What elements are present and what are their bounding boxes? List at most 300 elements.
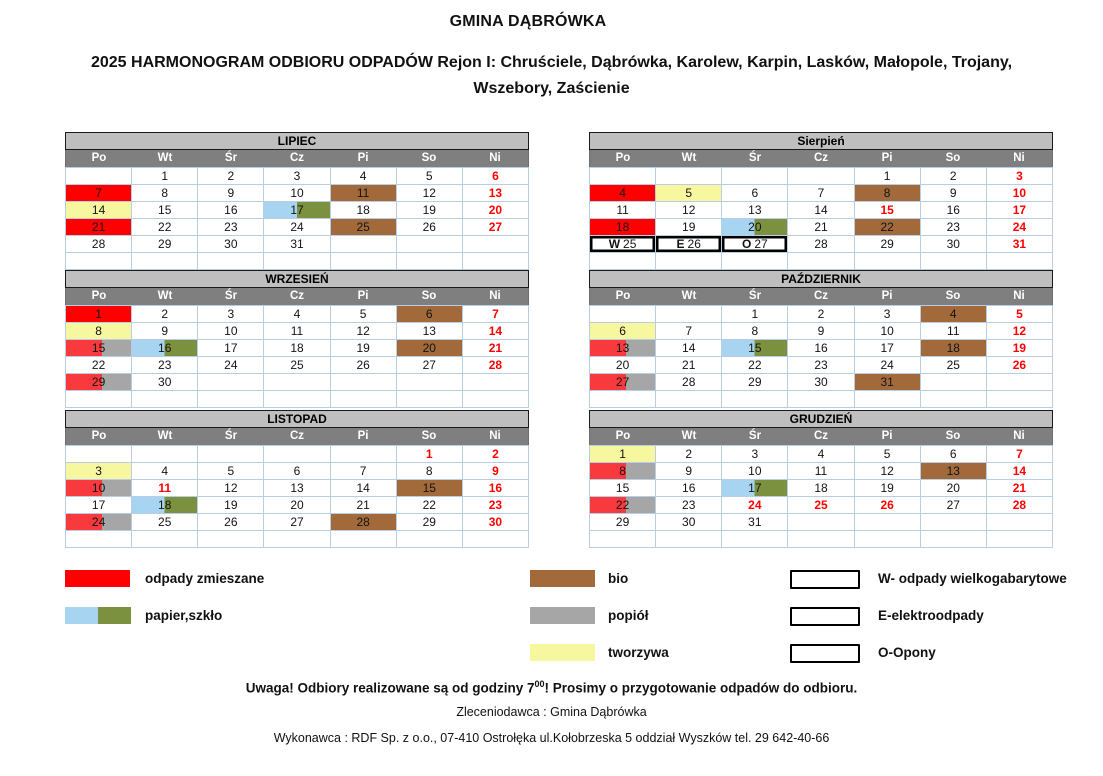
day-cell: 22 <box>66 357 132 374</box>
day-cell: 5 <box>397 168 463 185</box>
weekday-header: Ni <box>489 152 501 164</box>
day-cell: 12 <box>397 185 463 202</box>
calendar-grid <box>65 167 529 270</box>
day-cell: 10 <box>987 185 1053 202</box>
day-cell: 17 <box>987 202 1053 219</box>
weekday-header: Ni <box>489 290 501 302</box>
day-cell: 5 <box>855 446 921 463</box>
day-cell: 4 <box>264 306 330 323</box>
empty-cell <box>788 391 854 408</box>
day-cell: 18 <box>264 340 330 357</box>
page-subtitle: 2025 HARMONOGRAM ODBIORU ODPADÓW Rejon I: Chruściele, Dąbrówka, Karolew, Karpin, Lasków, Małopole, Trojany, Wszebory, Zaścienie <box>90 54 1013 97</box>
day-cell: 3 <box>66 463 132 480</box>
day-cell: 16 <box>656 480 722 497</box>
empty-cell <box>66 253 132 270</box>
weekday-header: Wt <box>157 152 173 164</box>
footer-note-superscript: 00 <box>534 679 545 689</box>
empty-cell <box>656 253 722 270</box>
day-cell: 7 <box>987 446 1053 463</box>
weekday-header: Wt <box>681 290 697 302</box>
day-cell: 17 <box>855 340 921 357</box>
day-cell: 5 <box>198 463 264 480</box>
day-cell <box>66 446 132 463</box>
weekday-header: Wt <box>157 430 173 442</box>
day-cell: 11 <box>331 185 397 202</box>
day-cell: 1 <box>722 306 788 323</box>
day-cell: 2 <box>921 168 987 185</box>
legend-swatch <box>530 644 595 661</box>
day-cell: 21 <box>331 497 397 514</box>
weekday-header: Wt <box>157 290 173 302</box>
day-cell: 24 <box>66 514 132 531</box>
weekday-header: Śr <box>748 290 762 302</box>
day-cell: 26 <box>855 497 921 514</box>
calendar-listopad <box>65 410 529 548</box>
weekday-header: Ni <box>1013 290 1025 302</box>
day-cell <box>788 514 854 531</box>
footer-wykonawca: Wykonawca : RDF Sp. z o.o., 07-410 Ostrołęka ul.Kołobrzeska 5 oddział Wyszków tel. 29 642-40-66 <box>273 731 830 745</box>
weekday-header-row <box>589 288 1053 305</box>
day-cell <box>855 514 921 531</box>
empty-cell <box>987 531 1053 548</box>
day-cell: 26 <box>987 357 1053 374</box>
day-cell: 29 <box>132 236 198 253</box>
day-cell: 8 <box>397 463 463 480</box>
day-cell: 22 <box>132 219 198 236</box>
day-cell: 29 <box>590 514 656 531</box>
day-cell: 28 <box>463 357 529 374</box>
day-cell: 11 <box>788 463 854 480</box>
weekday-header: So <box>945 430 961 442</box>
day-cell: 6 <box>264 463 330 480</box>
empty-cell <box>264 253 330 270</box>
day-cell: 2 <box>132 306 198 323</box>
empty-cell <box>788 531 854 548</box>
footer-note <box>0 679 1103 696</box>
weekday-header: Wt <box>681 430 697 442</box>
empty-cell <box>331 531 397 548</box>
calendar-grid <box>65 445 529 548</box>
weekday-header: Ni <box>489 430 501 442</box>
day-cell: 11 <box>264 323 330 340</box>
day-cell: 14 <box>788 202 854 219</box>
empty-cell <box>132 253 198 270</box>
calendar-month-title: Sierpień <box>589 132 1053 150</box>
day-cell: 30 <box>463 514 529 531</box>
day-cell: 5 <box>987 306 1053 323</box>
calendar-sierpien <box>589 132 1053 270</box>
calendar-grid <box>65 305 529 408</box>
day-cell <box>331 374 397 391</box>
empty-cell <box>198 253 264 270</box>
calendar-grid <box>589 445 1053 548</box>
empty-cell <box>264 531 330 548</box>
day-cell: 16 <box>132 340 198 357</box>
day-cell: 18 <box>788 480 854 497</box>
day-cell <box>463 374 529 391</box>
day-cell: 23 <box>198 219 264 236</box>
day-cell: 18 <box>590 219 656 236</box>
day-cell: 29 <box>855 236 921 253</box>
day-cell: 21 <box>656 357 722 374</box>
day-cell: 31 <box>987 236 1053 253</box>
legend-label: W- odpady wielkogabarytowe <box>878 571 1067 586</box>
empty-cell <box>463 391 529 408</box>
weekday-header: Wt <box>681 152 697 164</box>
footer-zleceniodawca: Zleceniodawca : Gmina Dąbrówka <box>456 705 647 719</box>
empty-cell <box>590 253 656 270</box>
day-cell: 30 <box>132 374 198 391</box>
weekday-header: Po <box>615 152 631 164</box>
weekday-header: Śr <box>224 430 238 442</box>
day-cell: 4 <box>788 446 854 463</box>
empty-cell <box>264 391 330 408</box>
day-cell: 7 <box>788 185 854 202</box>
day-cell: 13 <box>397 323 463 340</box>
empty-cell <box>463 531 529 548</box>
weekday-header: So <box>421 430 437 442</box>
day-cell: 19 <box>855 480 921 497</box>
day-cell: 8 <box>66 323 132 340</box>
empty-cell <box>987 391 1053 408</box>
empty-cell <box>656 531 722 548</box>
day-cell: 3 <box>987 168 1053 185</box>
day-cell: 11 <box>921 323 987 340</box>
empty-cell <box>855 391 921 408</box>
day-cell: 15 <box>722 340 788 357</box>
empty-cell <box>921 391 987 408</box>
empty-cell <box>722 253 788 270</box>
day-cell: 12 <box>331 323 397 340</box>
day-cell: 25 <box>921 357 987 374</box>
legend-label: bio <box>608 571 629 586</box>
empty-cell <box>788 253 854 270</box>
day-cell: 24 <box>264 219 330 236</box>
weekday-header: Śr <box>224 290 238 302</box>
day-cell: 19 <box>331 340 397 357</box>
empty-cell <box>198 391 264 408</box>
footer-note-text: Uwaga! Odbiory realizowane są od godziny 7 <box>245 680 535 696</box>
day-cell <box>921 514 987 531</box>
day-cell: 26 <box>198 514 264 531</box>
day-cell: 3 <box>722 446 788 463</box>
day-cell: 4 <box>921 306 987 323</box>
day-cell: 31 <box>855 374 921 391</box>
page-title: GMINA DĄBRÓWKA <box>449 13 607 30</box>
day-cell: 10 <box>855 323 921 340</box>
day-cell: 1 <box>397 446 463 463</box>
day-cell: 21 <box>66 219 132 236</box>
empty-cell <box>590 531 656 548</box>
day-cell <box>331 446 397 463</box>
day-cell: 5 <box>331 306 397 323</box>
empty-cell <box>987 253 1053 270</box>
day-cell: 20 <box>590 357 656 374</box>
day-cell: 18 <box>921 340 987 357</box>
day-cell: 16 <box>921 202 987 219</box>
day-cell: 17 <box>264 202 330 219</box>
calendar-month-title: GRUDZIEŃ <box>589 410 1053 428</box>
day-cell: 11 <box>590 202 656 219</box>
day-cell: 29 <box>397 514 463 531</box>
empty-cell <box>132 531 198 548</box>
day-cell <box>987 374 1053 391</box>
day-cell: 22 <box>397 497 463 514</box>
day-cell: O 27 <box>722 236 788 253</box>
weekday-header: Pi <box>881 430 893 442</box>
day-cell <box>590 306 656 323</box>
day-cell: 21 <box>463 340 529 357</box>
empty-cell <box>198 531 264 548</box>
day-cell: 21 <box>788 219 854 236</box>
weekday-header: Cz <box>289 290 305 302</box>
calendar-month-title: PAŹDZIERNIK <box>589 270 1053 288</box>
weekday-header: Po <box>91 430 107 442</box>
day-cell: 9 <box>198 185 264 202</box>
day-cell: 1 <box>132 168 198 185</box>
day-cell <box>397 374 463 391</box>
day-cell: 23 <box>463 497 529 514</box>
empty-cell <box>397 531 463 548</box>
weekday-header-row <box>589 428 1053 445</box>
empty-cell <box>722 391 788 408</box>
day-cell: 14 <box>987 463 1053 480</box>
weekday-header: Cz <box>289 430 305 442</box>
empty-cell <box>397 391 463 408</box>
day-cell: 17 <box>722 480 788 497</box>
empty-cell <box>397 253 463 270</box>
legend-label: popiół <box>608 608 649 623</box>
legend-swatch <box>530 570 595 587</box>
day-cell: 6 <box>921 446 987 463</box>
day-cell: 12 <box>987 323 1053 340</box>
day-cell: 26 <box>331 357 397 374</box>
day-cell: 14 <box>463 323 529 340</box>
day-cell: 10 <box>722 463 788 480</box>
legend-label: tworzywa <box>608 645 669 660</box>
day-cell: 2 <box>198 168 264 185</box>
weekday-header-row <box>65 428 529 445</box>
calendar-grid <box>589 167 1053 270</box>
day-cell: 28 <box>66 236 132 253</box>
day-cell: 27 <box>590 374 656 391</box>
day-cell <box>198 446 264 463</box>
day-cell <box>331 236 397 253</box>
empty-cell <box>66 391 132 408</box>
day-cell: 6 <box>397 306 463 323</box>
calendar-grudzien <box>589 410 1053 548</box>
day-cell: 9 <box>921 185 987 202</box>
day-cell: 14 <box>331 480 397 497</box>
day-cell: 30 <box>788 374 854 391</box>
empty-cell <box>331 253 397 270</box>
day-cell: 3 <box>198 306 264 323</box>
day-cell: 8 <box>722 323 788 340</box>
weekday-header: Pi <box>357 290 369 302</box>
legend-label: odpady zmieszane <box>145 571 265 586</box>
day-cell: 13 <box>722 202 788 219</box>
empty-cell <box>921 253 987 270</box>
day-cell: 22 <box>722 357 788 374</box>
weekday-header: Śr <box>748 430 762 442</box>
day-cell <box>656 168 722 185</box>
calendar-wrzesien <box>65 270 529 408</box>
day-cell: 23 <box>132 357 198 374</box>
weekday-header-row <box>65 288 529 305</box>
calendar-grid <box>589 305 1053 408</box>
legend-label: O-Opony <box>878 645 936 660</box>
day-cell: 6 <box>722 185 788 202</box>
day-cell: 14 <box>656 340 722 357</box>
day-cell: 28 <box>788 236 854 253</box>
day-cell: 6 <box>463 168 529 185</box>
day-cell: 5 <box>656 185 722 202</box>
weekday-header: Po <box>615 290 631 302</box>
day-cell: 27 <box>463 219 529 236</box>
day-cell <box>921 374 987 391</box>
day-cell: 24 <box>722 497 788 514</box>
day-cell: 19 <box>987 340 1053 357</box>
empty-cell <box>590 391 656 408</box>
day-cell <box>463 236 529 253</box>
day-cell: 31 <box>264 236 330 253</box>
day-cell: 19 <box>198 497 264 514</box>
day-cell: 18 <box>132 497 198 514</box>
day-cell: 20 <box>463 202 529 219</box>
day-cell: 28 <box>656 374 722 391</box>
day-cell: 27 <box>264 514 330 531</box>
empty-cell <box>921 531 987 548</box>
day-cell: 20 <box>397 340 463 357</box>
weekday-header: Cz <box>813 430 829 442</box>
calendar-lipiec <box>65 132 529 270</box>
day-cell: 17 <box>198 340 264 357</box>
day-cell: 20 <box>264 497 330 514</box>
day-cell: 9 <box>656 463 722 480</box>
day-cell: 28 <box>987 497 1053 514</box>
day-cell: 29 <box>722 374 788 391</box>
day-cell: 15 <box>397 480 463 497</box>
day-cell: 4 <box>590 185 656 202</box>
day-cell: 10 <box>66 480 132 497</box>
calendar-month-title: LISTOPAD <box>65 410 529 428</box>
weekday-header: Cz <box>813 152 829 164</box>
day-cell <box>656 306 722 323</box>
day-cell <box>132 446 198 463</box>
day-cell: 30 <box>921 236 987 253</box>
day-cell: 13 <box>590 340 656 357</box>
day-cell: 8 <box>590 463 656 480</box>
weekday-header: Śr <box>748 152 762 164</box>
day-cell: 20 <box>722 219 788 236</box>
day-cell: 10 <box>264 185 330 202</box>
day-cell <box>264 446 330 463</box>
day-cell: 26 <box>397 219 463 236</box>
day-cell: 16 <box>788 340 854 357</box>
empty-cell <box>66 531 132 548</box>
day-cell: 12 <box>198 480 264 497</box>
day-cell: 19 <box>656 219 722 236</box>
day-cell: 16 <box>198 202 264 219</box>
day-cell: 25 <box>132 514 198 531</box>
day-cell: 2 <box>463 446 529 463</box>
weekday-header-row <box>65 150 529 167</box>
legend-swatch <box>65 570 130 587</box>
day-cell: 4 <box>132 463 198 480</box>
day-cell: 12 <box>656 202 722 219</box>
day-cell: 7 <box>656 323 722 340</box>
day-cell: 16 <box>463 480 529 497</box>
day-cell: 31 <box>722 514 788 531</box>
day-cell: 19 <box>397 202 463 219</box>
day-cell: 1 <box>590 446 656 463</box>
day-cell: 8 <box>132 185 198 202</box>
legend-label: papier,szkło <box>145 608 223 623</box>
day-cell: 7 <box>463 306 529 323</box>
day-cell: 27 <box>397 357 463 374</box>
empty-cell <box>855 253 921 270</box>
weekday-header: Pi <box>357 152 369 164</box>
day-cell <box>722 168 788 185</box>
weekday-header: Po <box>91 290 107 302</box>
day-cell: 22 <box>590 497 656 514</box>
day-cell: 27 <box>921 497 987 514</box>
day-cell: 29 <box>66 374 132 391</box>
weekday-header: Po <box>615 430 631 442</box>
day-cell: 8 <box>855 185 921 202</box>
day-cell <box>788 168 854 185</box>
empty-cell <box>722 531 788 548</box>
day-cell: 7 <box>66 185 132 202</box>
day-cell: 15 <box>132 202 198 219</box>
weekday-header: Ni <box>1013 152 1025 164</box>
day-cell: 2 <box>788 306 854 323</box>
day-cell: 6 <box>590 323 656 340</box>
day-cell: 3 <box>264 168 330 185</box>
day-cell: 21 <box>987 480 1053 497</box>
day-cell <box>66 168 132 185</box>
day-cell: 23 <box>656 497 722 514</box>
day-cell: 11 <box>132 480 198 497</box>
weekday-header: Cz <box>289 152 305 164</box>
day-cell: 23 <box>921 219 987 236</box>
day-cell: 15 <box>66 340 132 357</box>
day-cell: 9 <box>463 463 529 480</box>
weekday-header: So <box>945 290 961 302</box>
day-cell: 25 <box>264 357 330 374</box>
weekday-header: Ni <box>1013 430 1025 442</box>
day-cell: 7 <box>331 463 397 480</box>
day-cell: 1 <box>66 306 132 323</box>
weekday-header: Pi <box>357 430 369 442</box>
legend-label: E-elektroodpady <box>878 608 984 623</box>
weekday-header: So <box>421 152 437 164</box>
empty-cell <box>132 391 198 408</box>
weekday-header: Śr <box>224 152 238 164</box>
day-cell: 20 <box>921 480 987 497</box>
day-cell: 25 <box>331 219 397 236</box>
day-cell: 24 <box>198 357 264 374</box>
calendar-pazdziernik <box>589 270 1053 408</box>
legend-swatch <box>65 607 131 624</box>
empty-cell <box>331 391 397 408</box>
day-cell: 17 <box>66 497 132 514</box>
day-cell: 2 <box>656 446 722 463</box>
calendar-month-title: LIPIEC <box>65 132 529 150</box>
day-cell: 9 <box>788 323 854 340</box>
day-cell: 23 <box>788 357 854 374</box>
weekday-header: So <box>421 290 437 302</box>
